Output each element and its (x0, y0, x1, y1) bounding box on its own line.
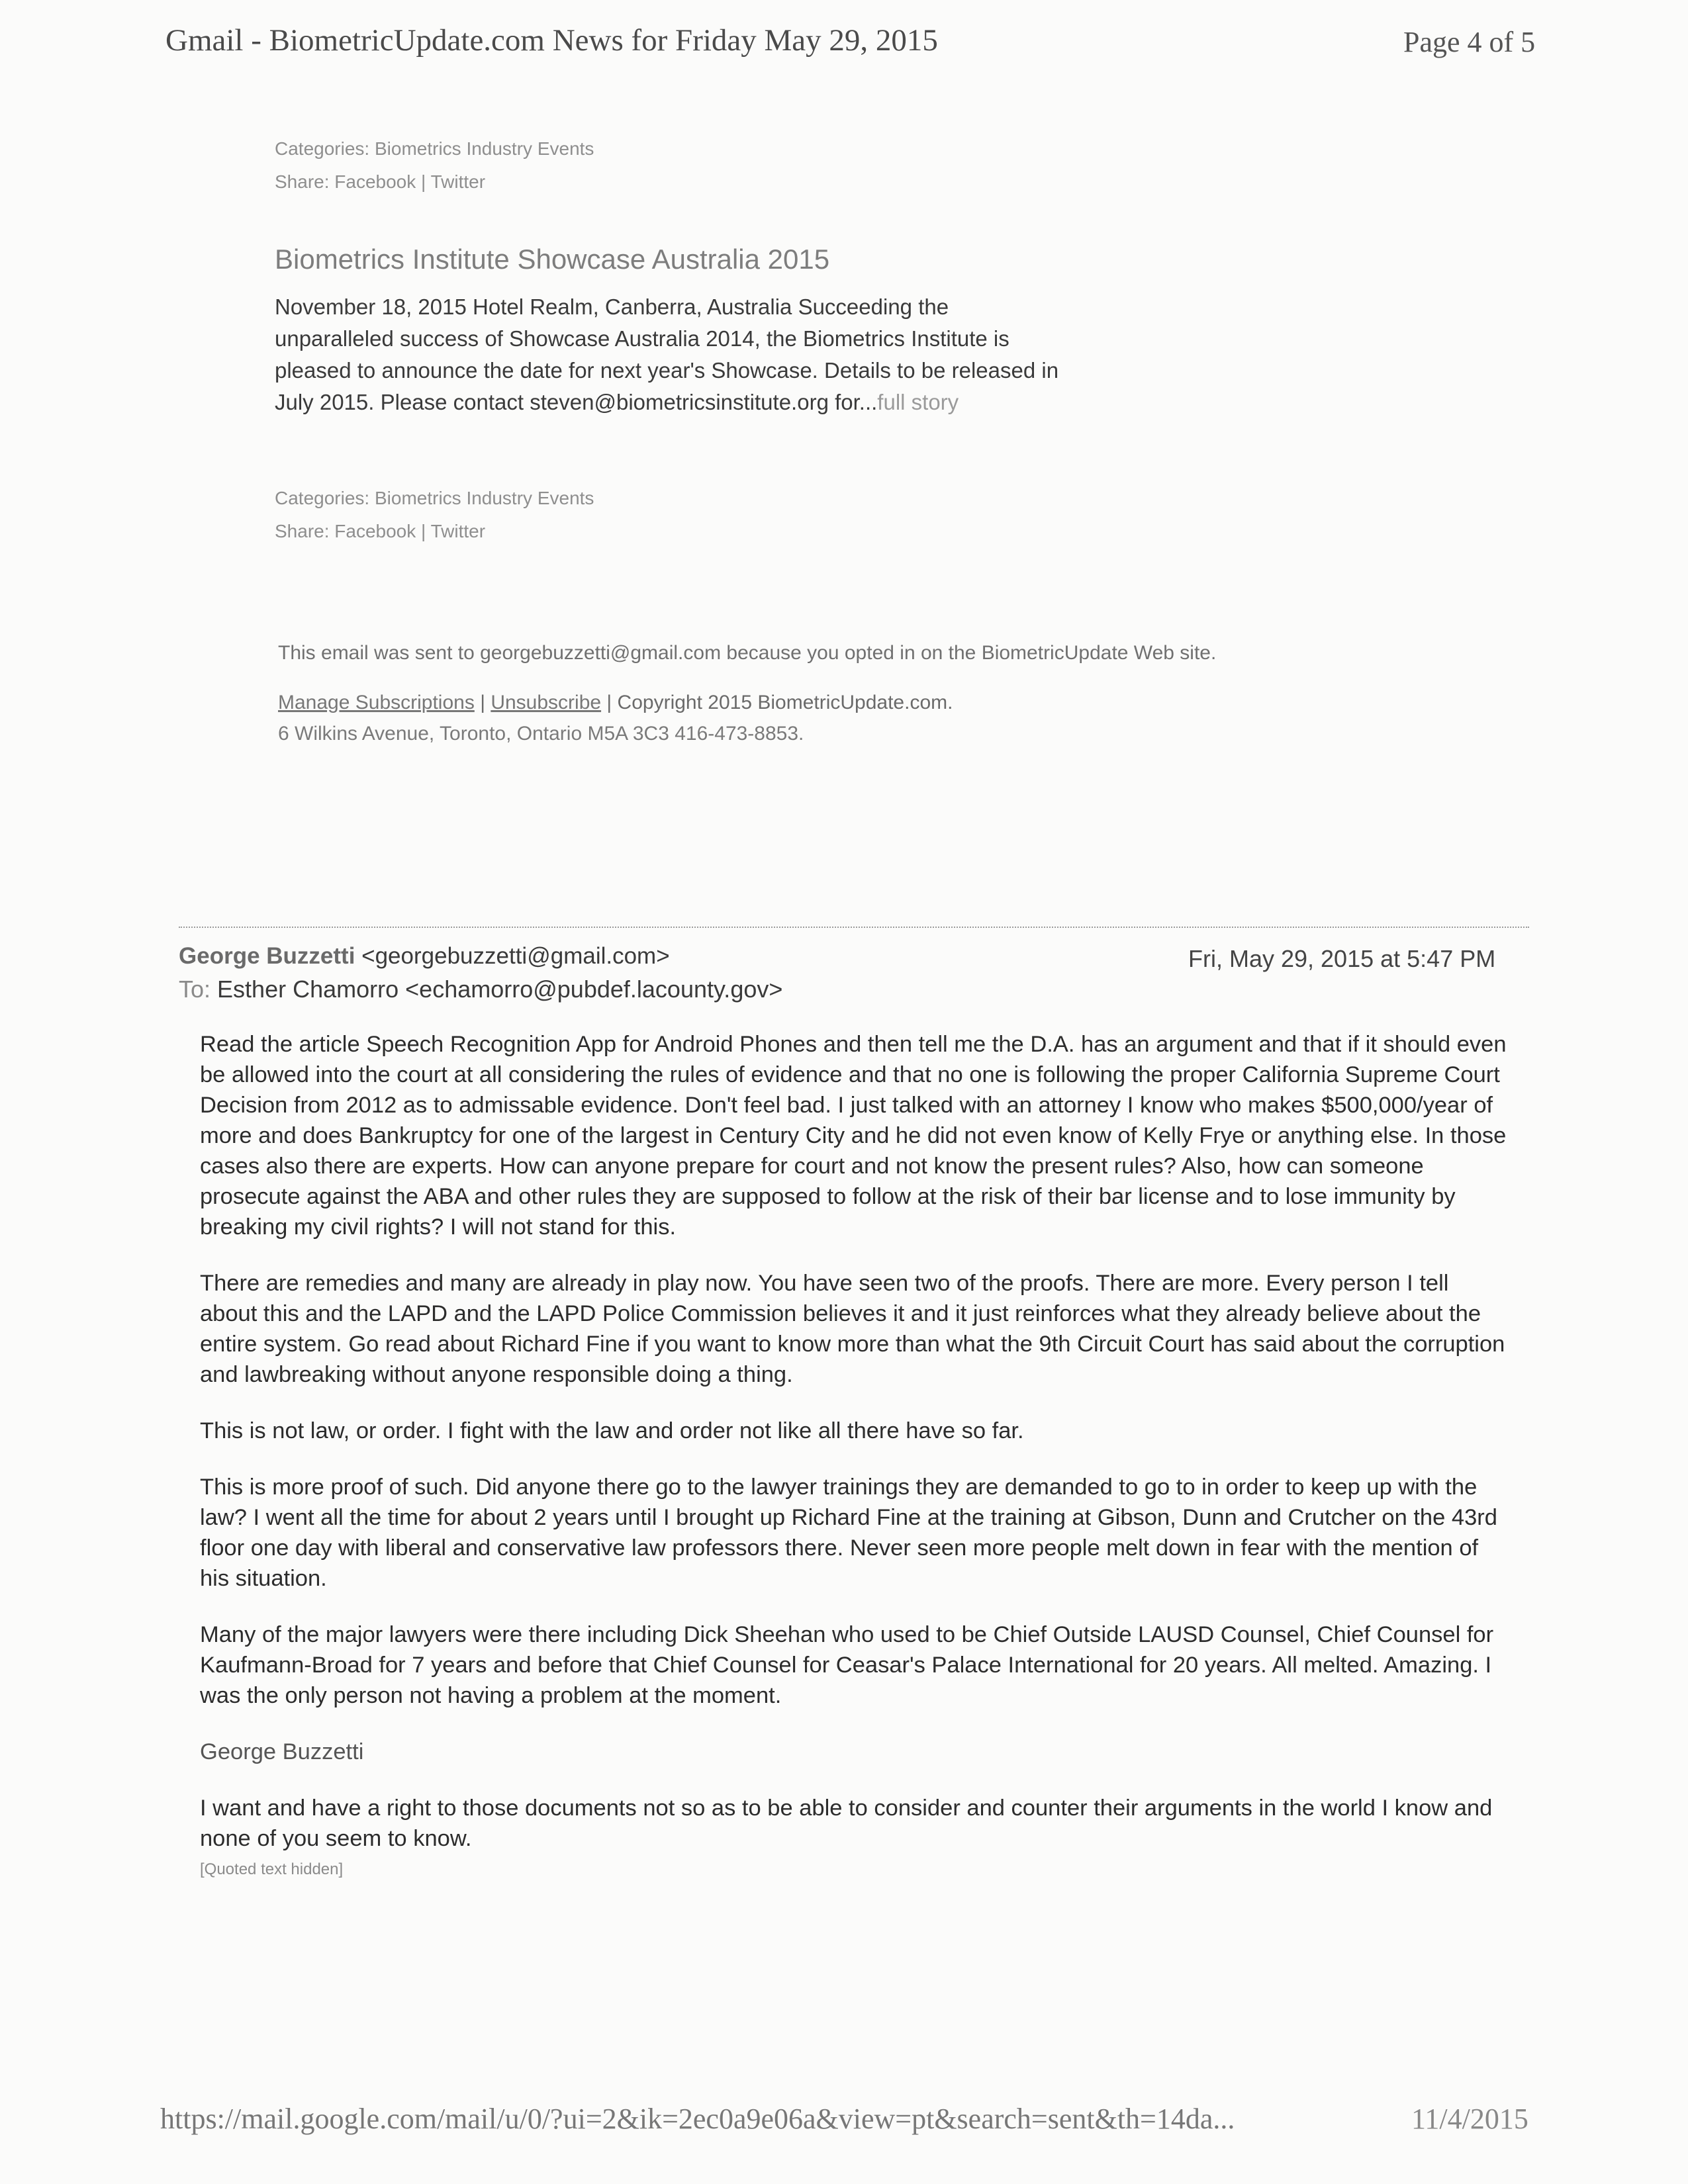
unsubscribe-link[interactable]: Unsubscribe (491, 692, 602, 713)
email-paragraph: Many of the major lawyers were there including Dick Sheehan who used to be Chief Outside LAUSD Counsel, Chief Counsel for Kaufmann-Broad for 7 years and before that Chief Counsel for Ceasar's Palace International for 20 years. All melted. Amazing. I was the only person not having a problem at the moment. (200, 1622, 1494, 1708)
newsletter-footer-links (278, 692, 953, 714)
share-line (275, 515, 594, 548)
sender-name: George Buzzetti (179, 943, 355, 969)
share-label: Share: (275, 171, 330, 192)
share-facebook-link[interactable]: Facebook (334, 171, 416, 192)
category-link[interactable]: Biometrics Industry Events (374, 488, 594, 508)
article-title[interactable]: Biometrics Institute Showcase Australia 2015 (275, 244, 830, 275)
article-meta (275, 482, 594, 548)
recipient: Esther Chamorro <echamorro@pubdef.lacounty.gov> (217, 976, 783, 1003)
print-footer-url: https://mail.google.com/mail/u/0/?ui=2&ik=2ec0a9e06a&view=pt&search=sent&th=14da... (160, 2103, 1235, 2135)
email-signature: George Buzzetti (200, 1739, 364, 1764)
email-body (200, 1029, 1507, 1885)
email-paragraph: This is more proof of such. Did anyone there go to the lawyer trainings they are demanded to go to in order to keep up with the law? I went all the time for about 2 years until I brought up Richard Fine at the training at Gibson, Dunn and Crutcher on the 43rd floor one day with liberal and conservative law professors there. Never seen more people melt down in fear with the mention of his situation. (200, 1475, 1497, 1591)
share-line (275, 165, 594, 199)
share-twitter-link[interactable]: Twitter (430, 171, 486, 192)
footer-separator: | (480, 692, 485, 713)
email-paragraph: There are remedies and many are already in play now. You have seen two of the proofs. There are more. Every person I tell about this and the LAPD and the LAPD Police Commission believes it and it just reinforces what they already believe about the entire system. Go read about Richard Fine if you want to know more than what the 9th Circuit Court has said about the corruption and lawbreaking without anyone responsible doing a thing. (200, 1271, 1505, 1387)
copyright-text: | Copyright 2015 BiometricUpdate.com. (606, 692, 953, 713)
newsletter-sent-note: This email was sent to georgebuzzetti@gmail.com because you opted in on the BiometricUpdate Web site. (278, 642, 1217, 664)
email-recipient (179, 976, 782, 1003)
categories-label: Categories: (275, 138, 370, 159)
newsletter-address: 6 Wilkins Avenue, Toronto, Ontario M5A 3C3 416-473-8853. (278, 723, 804, 745)
print-footer-date: 11/4/2015 (1411, 2103, 1528, 2135)
print-header-title: Gmail - BiometricUpdate.com News for Friday May 29, 2015 (165, 23, 938, 58)
share-facebook-link[interactable]: Facebook (334, 521, 416, 541)
quoted-text-toggle[interactable]: [Quoted text hidden] (200, 1860, 344, 1878)
prev-item-meta (275, 132, 594, 199)
to-label: To: (179, 976, 211, 1003)
email-date: Fri, May 29, 2015 at 5:47 PM (1188, 945, 1496, 972)
article-body (275, 291, 1069, 418)
page-number: Page 4 of 5 (1403, 26, 1536, 58)
category-link[interactable]: Biometrics Industry Events (374, 138, 594, 159)
categories-label: Categories: (275, 488, 370, 508)
article-summary: November 18, 2015 Hotel Realm, Canberra, Australia Succeeding the unparalleled success of Showcase Australia 2014, the Biometrics Institute is pleased to announce the date for next year's Showcase. Details to be released in July 2015. Please contact steven@biometricsinstitute.org for... (275, 295, 1059, 414)
email-paragraph: This is not law, or order. I fight with the law and order not like all there have so far. (200, 1418, 1024, 1443)
categories-line (275, 482, 594, 515)
share-separator: | (421, 521, 426, 541)
share-label: Share: (275, 521, 330, 541)
email-sender (179, 943, 670, 970)
share-separator: | (421, 171, 426, 192)
email-postscript: I want and have a right to those documents not so as to be able to consider and counter their arguments in the world I know and none of you seem to know. (200, 1796, 1493, 1851)
email-paragraph: Read the article Speech Recognition App for Android Phones and then tell me the D.A. has an argument and that if it should even be allowed into the court at all considering the rules of evidence and that no one is following the proper California Supreme Court Decision from 2012 as to admissable evidence. Don't feel bad. I just talked with an attorney I know who makes $500,000/year of more and does Bankruptcy for one of the largest in Century City and he did not even know of Kelly Frye or anything else. In those cases also there are experts. How can anyone prepare for court and not know the present rules? Also, how can someone prosecute against the ABA and other rules they are supposed to follow at the risk of their bar license and to lose immunity by breaking my civil rights? I will not stand for this. (200, 1032, 1507, 1240)
manage-subscriptions-link[interactable]: Manage Subscriptions (278, 692, 475, 713)
sender-email: <georgebuzzetti@gmail.com> (361, 943, 670, 969)
full-story-link[interactable]: full story (877, 390, 959, 414)
categories-line (275, 132, 594, 165)
share-twitter-link[interactable]: Twitter (430, 521, 486, 541)
message-separator (179, 927, 1529, 928)
